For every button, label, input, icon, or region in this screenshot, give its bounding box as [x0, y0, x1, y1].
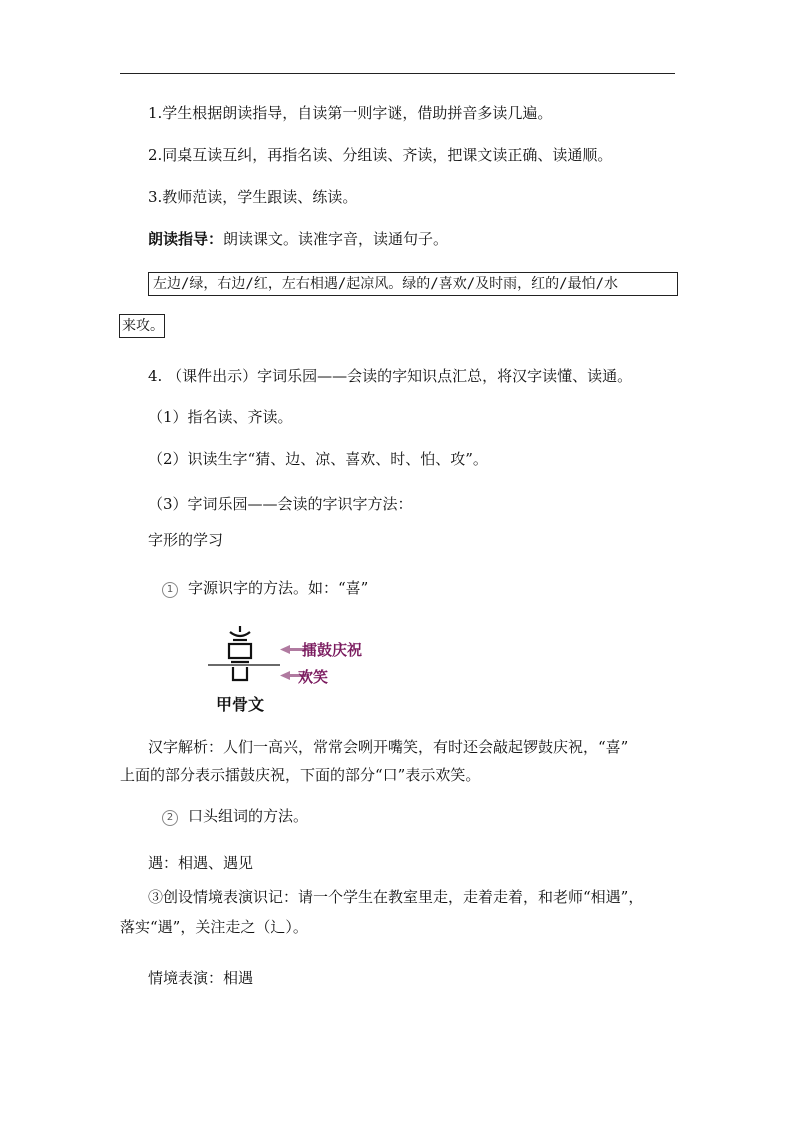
oracle-bone-figure	[200, 620, 400, 720]
analysis-line-2: 上面的部分表示擂鼓庆祝，下面的部分“口”表示欢笑。	[120, 766, 481, 784]
step-3: 3.教师范读，学生跟读、练读。	[148, 188, 358, 206]
method-1-text: 字源识字的方法。如：“喜”	[188, 579, 369, 597]
words-example: 遇：相遇、遇见	[148, 854, 254, 872]
method-3-line-2: 落实“遇”，关注走之（辶）。	[120, 918, 308, 936]
step-1: 1.学生根据朗读指导，自读第一则字谜，借助拼音多读几遍。	[148, 104, 553, 122]
reading-passage-line-1: 左边/绿，右边/红，左右相遇/起凉风。绿的/喜欢/及时雨，红的/最怕/水	[148, 272, 678, 296]
method-2	[162, 806, 308, 826]
header-rule	[120, 73, 675, 74]
reading-guide-label: 朗读指导：	[148, 230, 224, 248]
performance-line: 情境表演：相遇	[148, 969, 254, 987]
step-4: 4. （课件出示）字词乐园——会读的字知识点汇总，将汉字读懂、读通。	[148, 367, 633, 385]
reading-passage-line-2: 来攻。	[119, 314, 165, 338]
gloss-top: 擂鼓庆祝	[302, 641, 363, 659]
sub-step-3: （3）字词乐园——会读的字识字方法：	[148, 495, 413, 513]
reading-guide-text: 朗读课文。读准字音，读通句子。	[223, 230, 449, 248]
method-2-text: 口头组词的方法。	[188, 807, 309, 825]
sub-step-2: （2）识读生字“猜、边、凉、喜欢、时、怕、攻”。	[148, 450, 488, 468]
analysis-line-1: 汉字解析：人们一高兴，常常会咧开嘴笑，有时还会敲起锣鼓庆祝，“喜”	[148, 738, 629, 756]
step-2: 2.同桌互读互纠，再指名读、分组读、齐读，把课文读正确、读通顺。	[148, 146, 613, 164]
sub-step-1: （1）指名读、齐读。	[148, 408, 293, 426]
oracle-bone-glyph	[229, 626, 251, 680]
figure-label: 甲骨文	[216, 695, 265, 714]
reading-guide	[148, 229, 448, 249]
method-3-line-1: ③创设情境表演识记：请一个学生在教室里走，走着走着，和老师“相遇”，	[148, 888, 644, 906]
glyph-heading: 字形的学习	[148, 531, 224, 549]
circled-number-1: 1	[162, 582, 178, 598]
gloss-bottom: 欢笑	[298, 668, 329, 686]
method-1	[162, 578, 368, 598]
circled-number-2: 2	[162, 810, 178, 826]
